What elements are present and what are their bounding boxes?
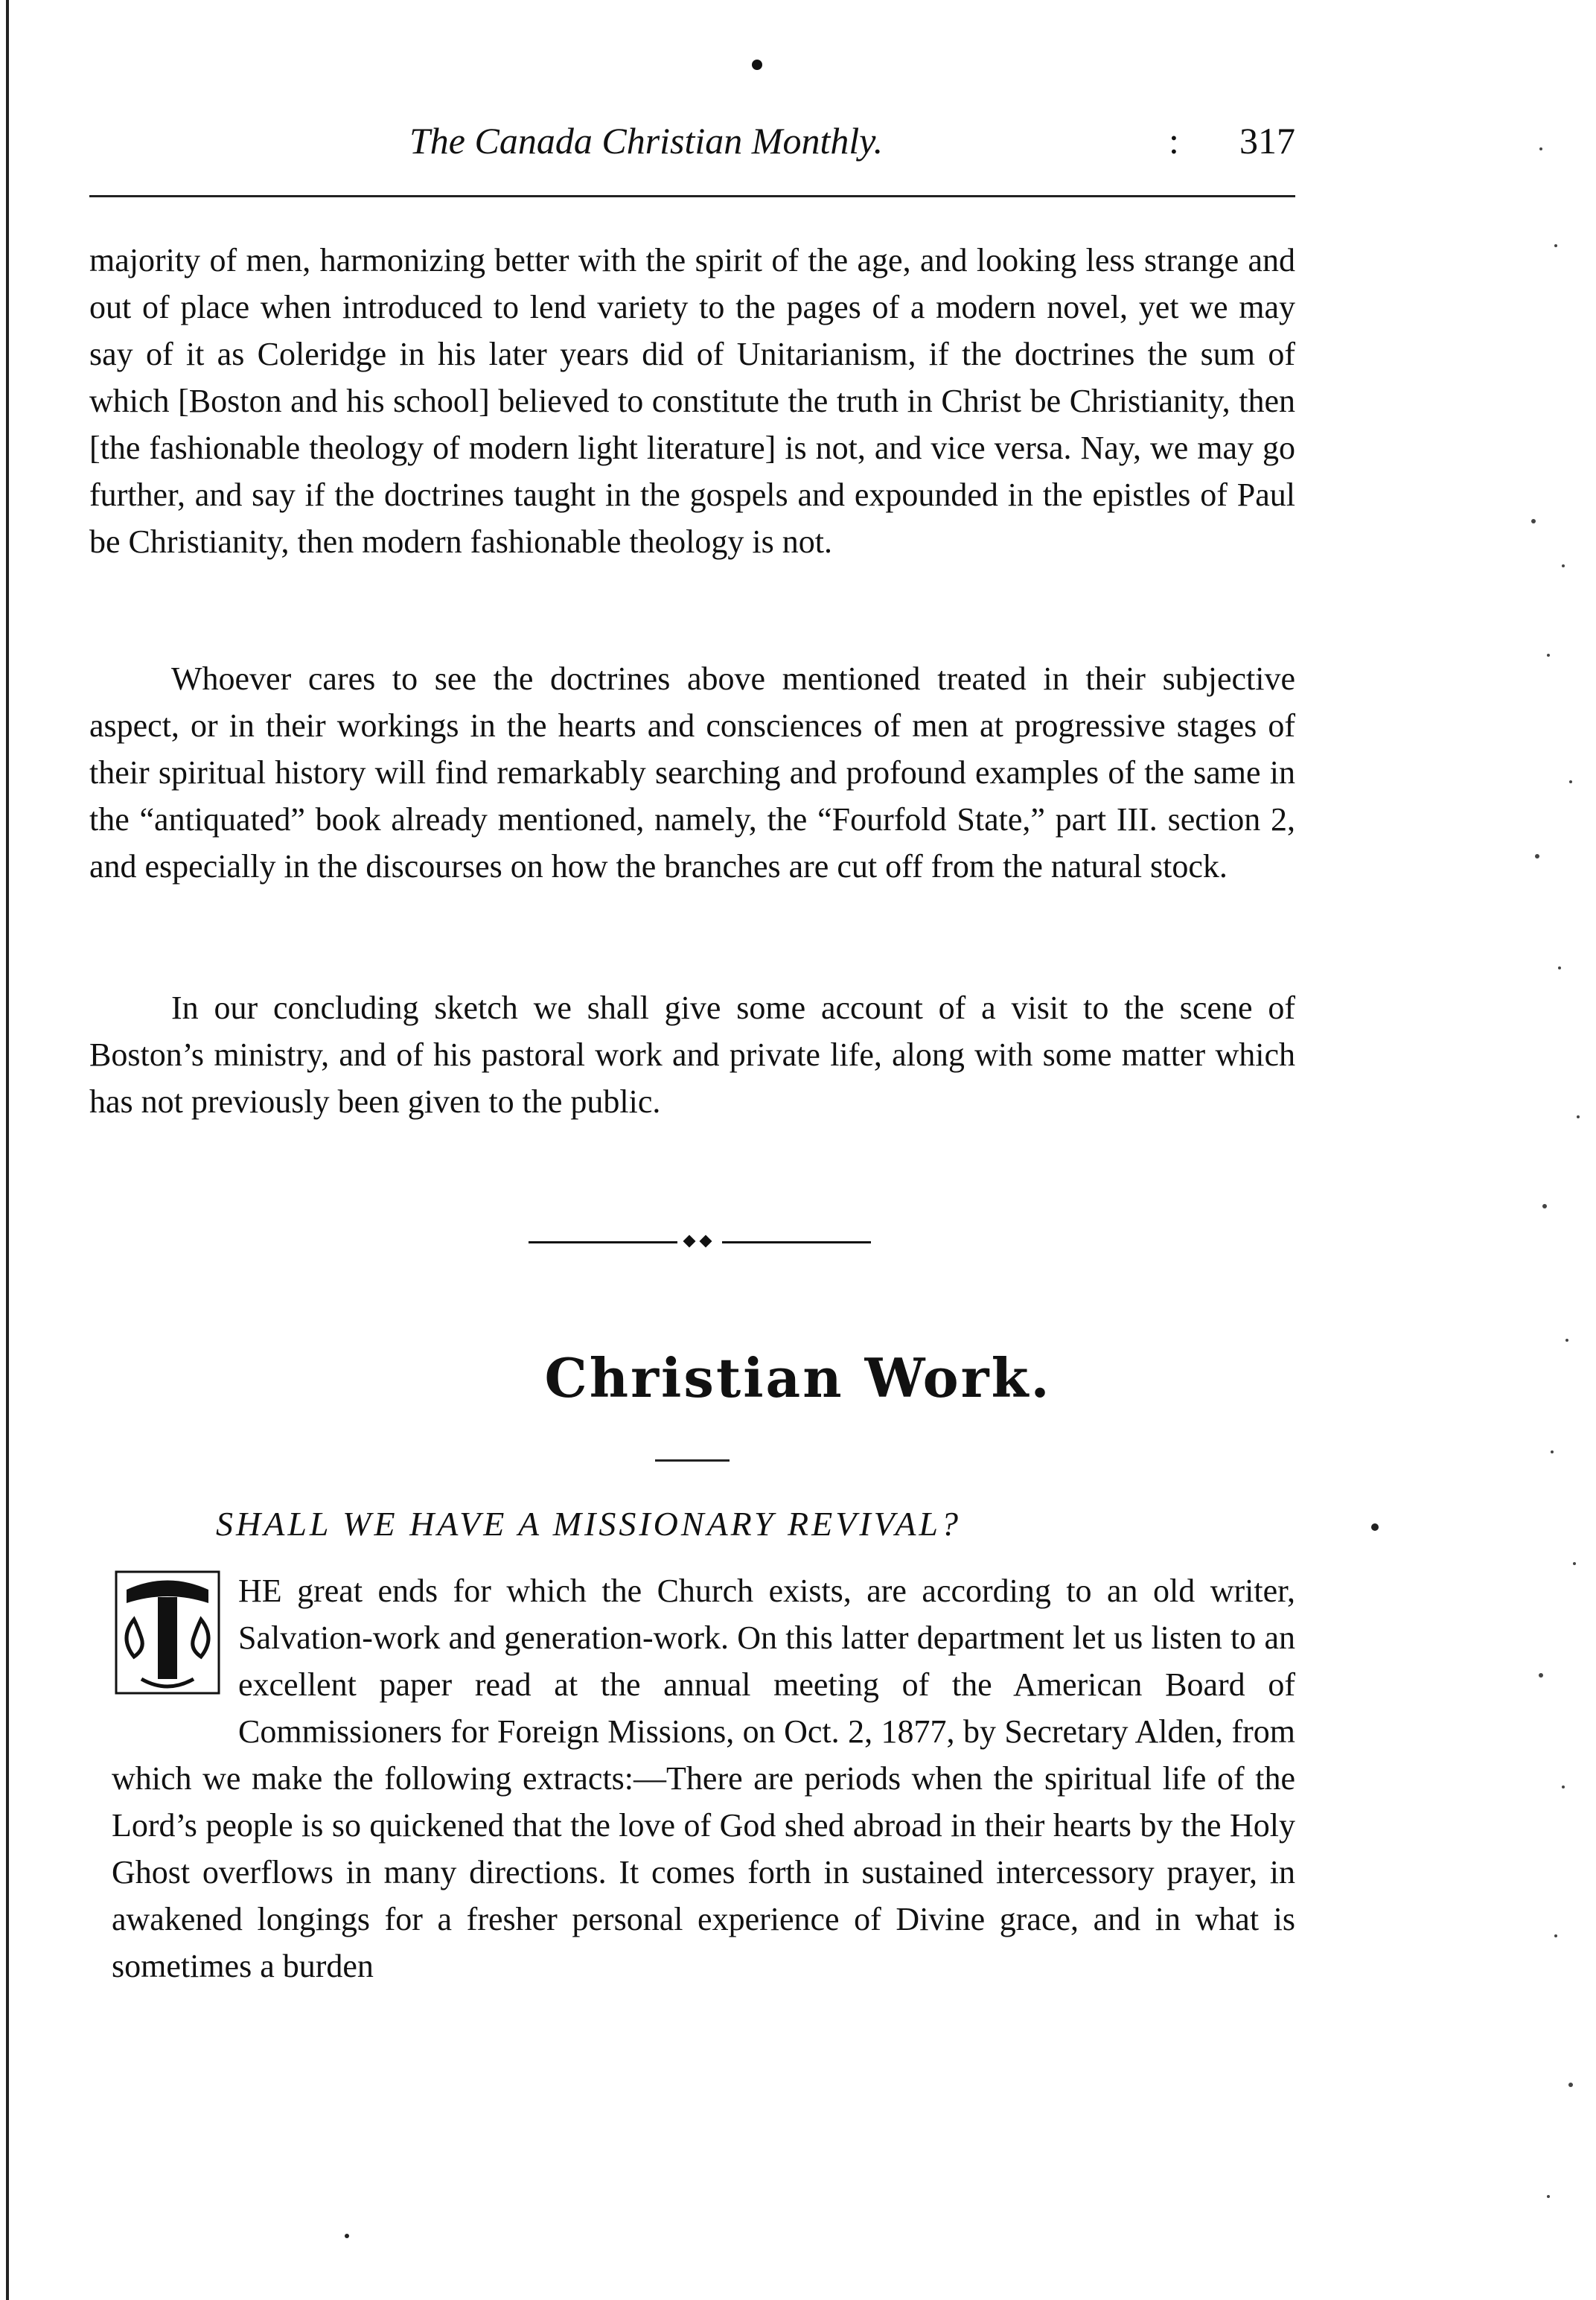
article-body — [112, 1567, 1295, 1990]
page-edge-speckle — [1489, 0, 1596, 2300]
running-head — [89, 119, 1295, 171]
paragraph-text: majority of men, harmonizing better with the spirit of the age, and looking less strange and out of place when introduced to lend variety to the pages of a modern novel, yet we may say of it as Coleridge in his later years did of Unitarianism, if the doctrines the sum of which [Boston and his school] believed to constitute the truth in Christ be Christianity, then [the fashionable theology of modern light literature] is not, and vice versa. Nay, we may go further, and say if the doctrines taught in the gospels and expounded in the epistles of Paul be Christianity, then modern fashionable theology is not. — [89, 242, 1295, 560]
paragraph-3 — [89, 984, 1295, 1125]
ink-speck — [345, 2234, 349, 2238]
paragraph-text: Whoever cares to see the doctrines above mentioned treated in their subjective aspect, or in their workings in the hearts and consciences of men at progressive stages of their spiritual history will find remarkably searching and profound examples of the same in the “antiquated” book already mentioned, namely, the “Fourfold State,” part III. section 2, and especially in the discourses on how the branches are cut off from the natural stock. — [89, 660, 1295, 885]
heading-rule — [655, 1459, 730, 1462]
page-number: 317 — [1239, 120, 1295, 162]
running-head-colon: : — [1169, 120, 1179, 162]
paragraph-1 — [89, 237, 1295, 565]
ink-speck — [1371, 1523, 1379, 1531]
journal-title: The Canada Christian Monthly. — [409, 120, 884, 162]
article-title: SHALL WE HAVE A MISSIONARY REVIVAL? — [216, 1505, 962, 1543]
article-text: HE great ends for which the Church exists, are according to an old writer, Salvation-work and generation-work. On this latter department let us listen to an excellent paper read at the annual meeting of the American Board of Commissioners for Foreign Missions, on Oct. 2, 1877, by Secretary Alden, from which we make the following extracts:—There are periods when the spiritual life of the Lord’s people is so quickened that the love of God shed abroad in their hearts by the Holy Ghost overflows in many directions. It comes forth in sustained intercessory prayer, in awakened longings for a fresher personal experience of Divine grace, and in what is sometimes a burden — [112, 1573, 1295, 1984]
header-rule — [89, 195, 1295, 197]
section-divider-ornament — [529, 1236, 871, 1248]
printer-mark — [752, 60, 762, 70]
section-heading: Christian Work. — [544, 1346, 1052, 1409]
paragraph-text: In our concluding sketch we shall give some account of a visit to the scene of Boston’s ministry, and of his pastoral work and private life, along with some matter which has not previously been given to the public. — [89, 990, 1295, 1120]
binding-edge — [6, 0, 9, 2300]
paragraph-2 — [89, 655, 1295, 890]
